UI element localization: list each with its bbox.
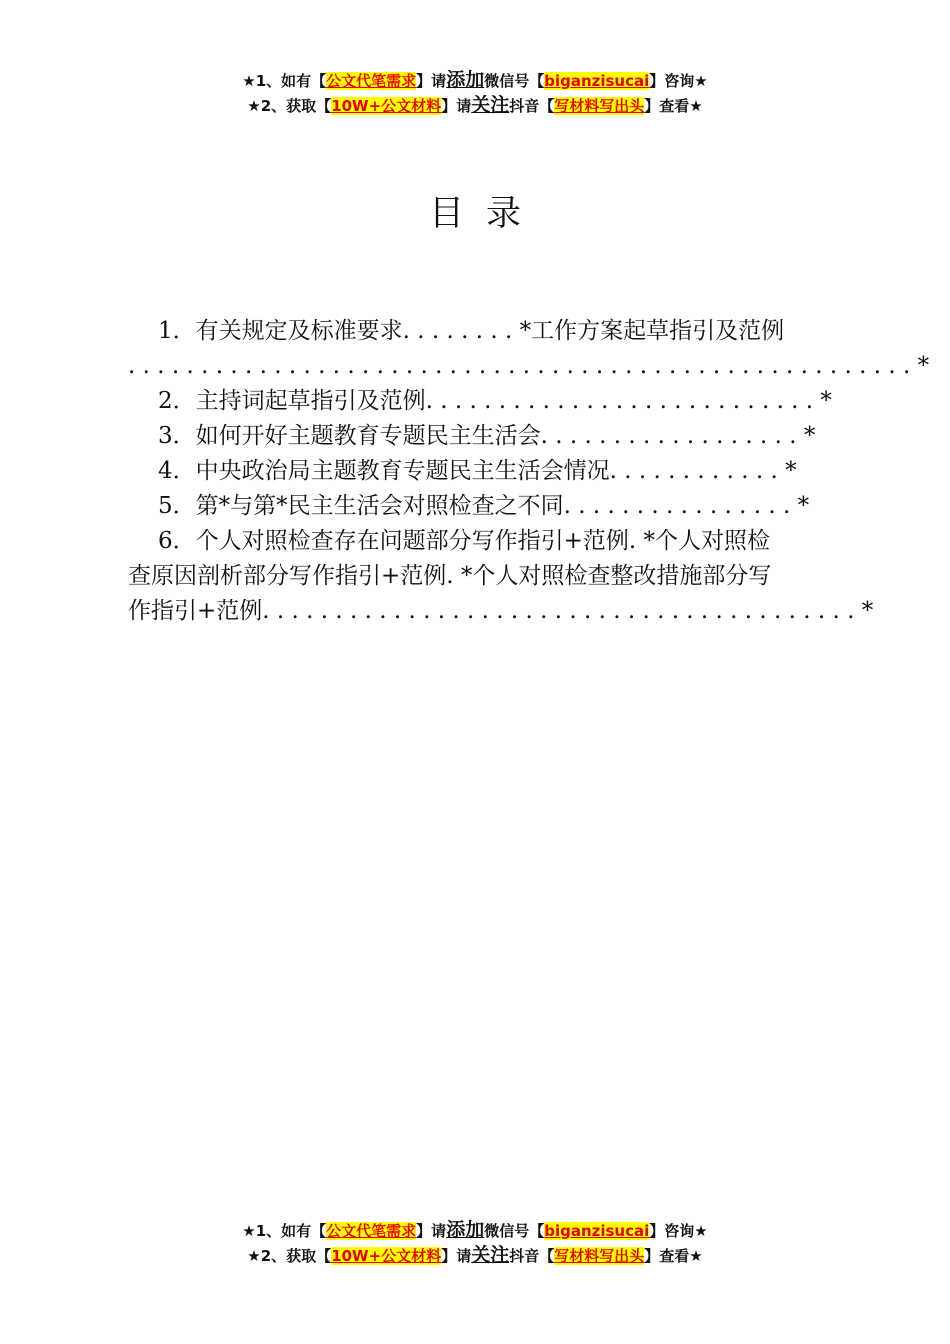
emphasis-follow: 关注 [471,1244,510,1266]
highlight-service: 公文代笔需求 [326,72,417,90]
toc-entry-6-cont[interactable]: 查原因剖析部分写作指引+范例. *个人对照检查整改措施部分写 [128,563,772,589]
highlight-service: 公文代笔需求 [326,1222,417,1240]
toc-entry-1[interactable]: 1．有关规定及标准要求. . . . . . . . *工作方案起草指引及范例 [158,318,785,344]
banner-line-1 [0,68,950,93]
banner-text: 微信号【 [484,72,545,90]
toc-entry-6[interactable]: 6．个人对照检查存在问题部分写作指引+范例. *个人对照检 [158,528,771,554]
highlight-wechat-id: biganzisucai [544,1222,650,1240]
emphasis-follow: 关注 [471,94,510,116]
highlight-materials: 10W+公文材料 [331,1247,442,1265]
footer-banner [0,1218,950,1268]
page-title: 目录 [428,194,543,234]
banner-text: 】请 [441,1247,472,1265]
table-of-contents [128,314,930,629]
banner-text: ★2、获取【 [247,1247,332,1265]
highlight-wechat-id: biganzisucai [544,72,650,90]
emphasis-add: 添加 [446,69,485,91]
banner-line-1 [0,1218,950,1243]
toc-entry-4[interactable]: 4．中央政治局主题教育专题民主生活会情况. . . . . . . . . . . . * [158,458,797,484]
banner-text: 抖音【 [509,97,555,115]
banner-text: 】咨询★ [649,1222,708,1240]
banner-text: 】请 [416,72,447,90]
banner-text: ★1、如有【 [242,72,327,90]
banner-text: 微信号【 [484,1222,545,1240]
toc-entry-3[interactable]: 3．如何开好主题教育专题民主生活会. . . . . . . . . . . . . . . . . . * [158,423,816,449]
banner-text: 】请 [416,1222,447,1240]
toc-entry-1-leader[interactable]: . . . . . . . . . . . . . . . . . . . . . . . . . . . . . . . . . . . . . . . . . . . . . . . . . . . . . . * [128,353,930,379]
banner-line-2 [0,93,950,118]
banner-text: 】查看★ [644,97,703,115]
banner-text: 】咨询★ [649,72,708,90]
toc-entry-5[interactable]: 5．第*与第*民主生活会对照检查之不同. . . . . . . . . . . . . . . . * [158,493,810,519]
banner-text: 】查看★ [644,1247,703,1265]
header-banner [0,68,950,118]
highlight-douyin-id: 写材料写出头 [554,97,645,115]
emphasis-add: 添加 [446,1219,485,1241]
banner-text: 抖音【 [509,1247,555,1265]
banner-text: ★1、如有【 [242,1222,327,1240]
banner-line-2 [0,1243,950,1268]
toc-entry-2[interactable]: 2．主持词起草指引及范例. . . . . . . . . . . . . . . . . . . . . . . . . . . * [158,388,832,414]
banner-text: ★2、获取【 [247,97,332,115]
highlight-douyin-id: 写材料写出头 [554,1247,645,1265]
banner-text: 】请 [441,97,472,115]
toc-entry-6-end[interactable]: 作指引+范例. . . . . . . . . . . . . . . . . . . . . . . . . . . . . . . . . . . . . . . . . * [128,598,874,624]
highlight-materials: 10W+公文材料 [331,97,442,115]
